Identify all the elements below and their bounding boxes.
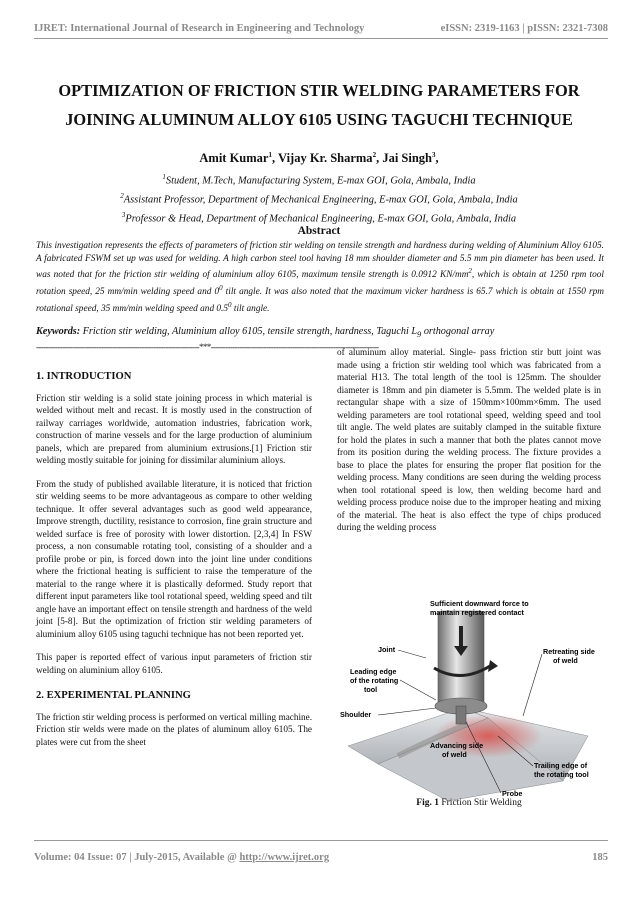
label-adv-1: Advancing side [430,741,484,750]
author-2-sup: 2 [372,151,377,159]
author-1: Amit Kumar [199,151,269,166]
tool-body [438,611,484,706]
author-3-sup: 3 [432,151,436,159]
keywords-tail: orthogonal array [421,326,495,337]
title-line-1: OPTIMIZATION OF FRICTION STIR WELDING PARAMETERS FOR [58,81,580,100]
abstract-sup: 0 [228,300,232,309]
affil-text: Assistant Professor, Department of Mechanical Engineering, E-max GOI, Gola, Ambala, India [123,194,518,206]
label-probe: Probe [502,789,523,798]
affiliation-2 [30,189,608,208]
authors: Amit Kumar$^1$, Vijay Kr. Sharma$^2$, Jai Singh$^3$, [199,151,439,166]
abstract-part: tilt angle. It was also noted that the maximum vicker hardness is 65.7 which is obtain at 1550 rpm rotational speed, 35 mm/min welding speed and 0.5 [36,286,604,314]
abstract-text [36,240,604,315]
affil-sup: 3 [121,210,126,219]
author-3: Jai Singh [382,151,432,166]
section-1-para-1: Friction stir welding is a solid state joining process in which material is welded without melt and recast. It is mostly used in the construction of railway carriages worldwide, automation industries, fabrication work, construction of marine vessels and for the large production of aluminium panels, which are prepared from aluminium extrusions.[1] Friction stir welding mostly suitable for joining for dissimilar aluminium alloys. [36,392,312,465]
label-shoulder: Shoulder [340,710,372,719]
author-sep: , [376,151,383,166]
affiliations [30,170,608,227]
leader-shoulder [378,708,436,715]
footer-rule [34,840,608,841]
page-footer [34,852,608,863]
label-downward-2: maintain registered contact [430,608,524,617]
figure-caption-label: Fig. 1 [416,798,439,808]
paper-title [30,76,608,134]
abstract-part: , which is obtain at 1250 rpm tool rotation speed, 25 mm/min welding speed and 0 [36,270,604,297]
section-1-heading: 1. INTRODUCTION [36,371,132,382]
keywords-text: Friction stir welding, Aluminium alloy 6105, tensile strength, hardness, Taguchi L [80,326,418,337]
abstract-part: This investigation represents the effects of parameters of friction stir welding on tensile strength and hardness during welding of Aluminium Alloy 6105. A fabricated FSWM set up was used for welding. A high carbon steel tool having 18 mm shoulder diameter and 5.5 mm pin diameter has been used. It was noted that for the friction stir welding of aluminium alloy 6105, maximum tensile strength is 0.0912 KN/mm [36,241,604,281]
section-2-para-1: The friction stir welding process is performed on vertical milling machine. Friction stir welds were made on the plates of aluminum alloy 6105. The plates were cut from the sheet [36,711,312,747]
leader-retreat [523,654,542,716]
leader-joint [398,650,426,658]
leader-lead [400,680,436,700]
affil-text: Professor & Head, Department of Mechanical Engineering, E-max GOI, Gola, Ambala, India [125,213,517,225]
author-1-sup: 1 [268,151,272,159]
fsw-diagram [338,596,600,806]
section-1-para-3: This paper is reported effect of various input parameters of friction stir welding on aluminium alloy 6105. [36,652,312,675]
page-number: 185 [592,852,608,863]
title-line-2: JOINING ALUMINUM ALLOY 6105 USING TAGUCHI TECHNIQUE [65,110,573,129]
page-header [34,12,608,34]
affiliation-1 [30,170,608,189]
footer-volume [34,852,329,863]
label-adv-2: of weld [442,750,467,759]
abstract-part: tilt angle. [231,303,270,314]
keywords [36,326,604,339]
label-retreat-1: Retreating side [543,647,595,656]
affil-sup: 2 [120,191,124,200]
journal-name: IJRET: International Journal of Research in Engineering and Technology [34,23,365,34]
abstract-sup: 0 [219,283,223,292]
section-2-heading: 2. EXPERIMENTAL PLANNING [36,690,191,701]
label-retreat-2: of weld [553,656,578,665]
section-1-para-2: From the study of published available literature, it is noticed that friction stir welding seems to be more advantageous as compare to other welding technique. It offer several advantages such as good weld appearance, Improve strength, ductility, resistance to corrosion, fine grain structure and welded surface is free of porosity with lower distortion. [2,3,4] In FSW process, a non consumable rotating tool, consisting of a shoulder and a profile probe or pin, is forced down into the joint line under conditions where the frictional heating is sufficient to raise the temperature of the material to the range where it is plastically deformed. Study report that different input parameters like tool rotational speed, welding speed and tilt angle have an important effect on tensile strength and hardness of the weld joint [5-8]. But the optimization of friction stir welding parameters of aluminium alloy 6105 using taguchi technique has not been reported yet. [36,478,312,639]
tool-probe [456,706,466,724]
footer-link[interactable]: http://www.ijret.org [239,852,330,863]
label-trail-2: the rotating tool [534,770,589,779]
abstract-heading: Abstract [297,225,341,237]
left-column [36,371,312,759]
label-joint: Joint [378,645,396,654]
keywords-sub: 9 [417,329,422,340]
section-separator: --------------------------------------------------------------------***---------------------------------------------------------------------- [36,342,379,352]
figure-caption [338,798,600,808]
right-column [337,346,601,545]
figure-caption-text: Friction Stir Welding [438,798,522,808]
label-lead-3: tool [364,685,378,694]
label-downward-1: Sufficient downward force to [430,599,529,608]
author-2: Vijay Kr. Sharma [278,151,373,166]
rotation-arrowhead [488,660,498,672]
label-trail-1: Trailing edge of [534,761,588,770]
affil-text: Student, M.Tech, Manufacturing System, E-max GOI, Gola, Ambala, India [165,175,476,187]
header-rule [34,38,608,39]
affil-sup: 1 [162,173,166,181]
footer-volume-text: Volume: 04 Issue: 07 | July-2015, Available @ [34,852,240,863]
author-sep: , [271,151,278,166]
keywords-label: Keywords: [36,326,81,337]
label-lead-2: of the rotating [350,676,399,685]
issn: eISSN: 2319-1163 | pISSN: 2321-7308 [440,23,608,34]
right-para-1: of aluminum alloy material. Single- pass friction stir butt joint was made using a friction stir welding tool which was fabricated from a material H13. The total length of the tool is 125mm. The shoulder diameter is 18mm and pin diameter is 5.5mm. The welded plate is in rectangular shape with a size of 150mm×100mm×6mm. The used welding parameters are tool rotational speed, welding speed and tool tilt angle. The weld plates are suitably clamped in the suitable fixture for hold the plates in such a manner that both the plates cannot move from its position during the welding process. The fixture provides a base to place the plates for ensuring the proper flat position for the welding process. Many conditions are seen during the welding process when tool rotational speed is low, then welding become hard and welding process produce noise due to the improper heating and mixing of the material. The heat is also effect the type of chips produced during the welding process [337,347,601,532]
abstract-sup: 2 [468,267,472,276]
label-lead-1: Leading edge [350,667,397,676]
